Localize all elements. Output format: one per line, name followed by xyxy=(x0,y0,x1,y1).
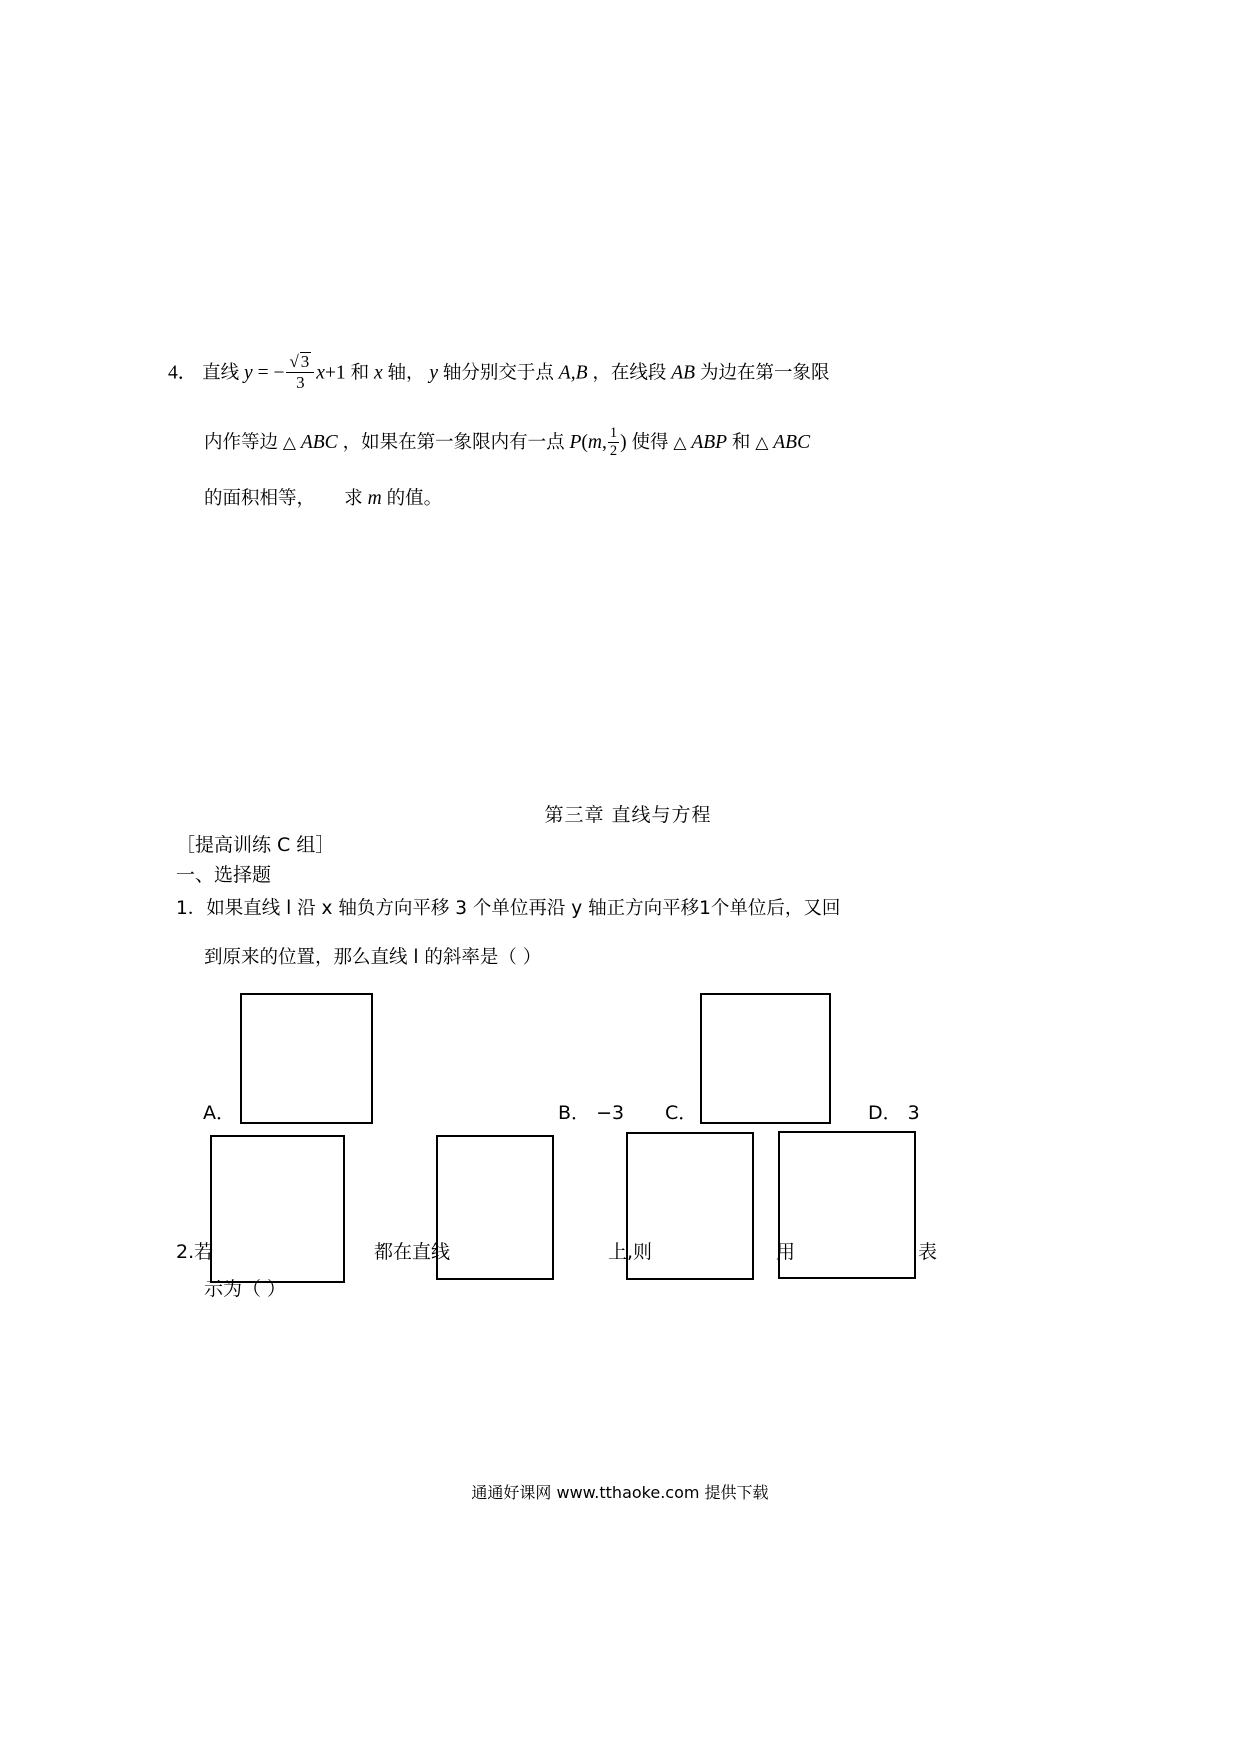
comma: , xyxy=(601,431,607,453)
radicand: 3 xyxy=(300,352,310,371)
text-and-1: 和 xyxy=(350,362,370,384)
var-y-2: y xyxy=(429,362,439,384)
problem-2-placeholder-2 xyxy=(436,1135,554,1280)
text-mid-3: 使得 xyxy=(631,431,669,453)
half-denominator: 2 xyxy=(609,442,618,459)
points-A-B: A,B xyxy=(558,362,588,384)
text-pre-2: 内作等边 xyxy=(204,431,279,453)
fraction-one-half xyxy=(608,426,619,459)
problem-4-line-3 xyxy=(204,489,1088,509)
problem-2-seg-2: 都在直线 xyxy=(374,1241,451,1263)
problem-2-seg-4: 用 xyxy=(776,1241,796,1263)
problem-4-line-1 xyxy=(168,352,1088,392)
minus-sign: − xyxy=(273,362,285,384)
text-and-2: 和 xyxy=(731,431,751,453)
triangle-ABC-1: ABC xyxy=(300,431,338,453)
triangle-ABC-2: ABC xyxy=(773,431,811,453)
problem-2-placeholder-4 xyxy=(778,1131,916,1279)
paren-close: ) xyxy=(620,431,627,453)
problem-2-seg-3: 上,则 xyxy=(608,1241,653,1263)
fraction-numerator xyxy=(286,352,314,373)
problem-1 xyxy=(176,900,1076,967)
problem-2-seg-1: 2.若 xyxy=(176,1241,214,1263)
chapter-title: 第三章 直线与方程 xyxy=(544,804,712,826)
triangle-ABP: ABP xyxy=(691,431,728,453)
problem-1-options xyxy=(168,1080,1088,1140)
problem-1-line-1: 1．如果直线 l 沿 x 轴负方向平移 3 个单位再沿 y 轴正方向平移1个单位后，又回 xyxy=(176,898,841,919)
problem-4-line-2 xyxy=(204,426,1088,459)
problem-4 xyxy=(168,352,1088,510)
problem-1-line-2: 到原来的位置，那么直线 l 的斜率是（ ） xyxy=(204,946,542,968)
option-b-label[interactable]: B． −3 xyxy=(558,1102,625,1124)
section-label: 一、选择题 xyxy=(176,864,272,886)
problem-4-number: 4． xyxy=(168,362,198,384)
option-c-label[interactable]: C． xyxy=(665,1102,698,1124)
var-m-2: m xyxy=(367,488,382,510)
equals-sign: = xyxy=(257,362,269,384)
var-y: y xyxy=(244,362,253,384)
fraction-denominator: 3 xyxy=(296,372,305,392)
half-numerator: 1 xyxy=(608,426,619,443)
problem-2-seg-6: 示为（ ） xyxy=(204,1278,287,1300)
problem-4-text-1: 直线 xyxy=(202,362,240,384)
text-mid-2: ，如果在第一象限内有一点 xyxy=(342,431,565,453)
paren-open: ( xyxy=(581,431,588,453)
fraction-sqrt3-over-3 xyxy=(286,352,314,392)
problem-2-seg-5: 表 xyxy=(918,1241,938,1263)
text-area-equal: 的面积相等， xyxy=(204,488,316,510)
problem-2-placeholder-1 xyxy=(210,1135,345,1283)
triangle-symbol-2: △ xyxy=(673,432,687,453)
triangle-symbol-3: △ xyxy=(755,432,769,453)
page-footer: 通通好课网 www.tthaoke.com 提供下载 xyxy=(471,1483,769,1502)
var-m: m xyxy=(587,431,602,453)
option-a-label[interactable]: A． xyxy=(203,1102,235,1124)
point-P: P xyxy=(569,431,582,453)
text-tail-2: 为边在第一象限 xyxy=(699,362,830,384)
segment-AB: AB xyxy=(671,362,696,384)
triangle-symbol-1: △ xyxy=(282,432,296,453)
option-d-label[interactable]: D． 3 xyxy=(868,1102,920,1124)
text-value-of: 的值。 xyxy=(386,488,443,510)
radical-sign: √ xyxy=(289,352,299,371)
text-mid-1: 轴分别交于点 xyxy=(442,362,554,384)
text-tail-1: ，在线段 xyxy=(592,362,667,384)
plus-one: +1 xyxy=(324,362,346,384)
training-group-label: ［提高训练 C 组］ xyxy=(176,834,335,856)
var-x: x xyxy=(316,362,325,384)
text-axis-1: 轴， xyxy=(387,362,425,384)
var-x-2: x xyxy=(373,362,383,384)
text-find: 求 xyxy=(344,488,363,510)
